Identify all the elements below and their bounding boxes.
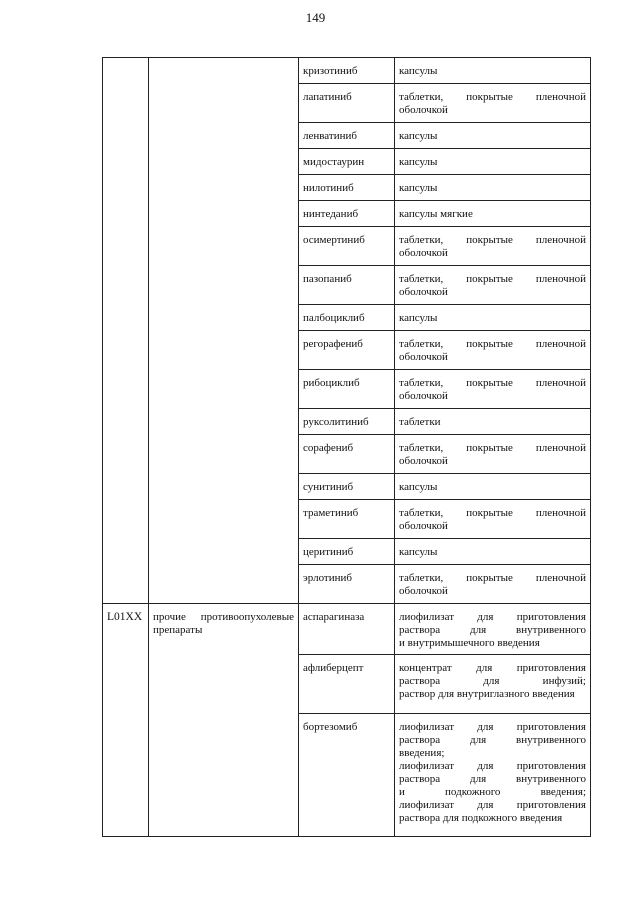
drug-name-cell: рибоциклиб (299, 370, 395, 409)
dosage-form-cell (395, 201, 591, 227)
dosage-form-line: капсулы (399, 546, 438, 558)
drug-name-cell: аспарагиназа (299, 604, 395, 655)
dosage-form-cell (395, 149, 591, 175)
drug-name-cell: сунитиниб (299, 474, 395, 500)
dosage-form-line: введения; (399, 747, 445, 759)
drug-name-cell: осимертиниб (299, 227, 395, 266)
dosage-form-line: концентрат для приготовления (399, 662, 586, 674)
drug-name-cell: пазопаниб (299, 266, 395, 305)
dosage-form-cell (395, 435, 591, 474)
dosage-form-line: оболочкой (399, 390, 448, 402)
dosage-form-line: таблетки, покрытые пленочной (399, 507, 586, 519)
drug-name-cell: мидостаурин (299, 149, 395, 175)
dosage-form-cell (395, 474, 591, 500)
dosage-form-cell (395, 266, 591, 305)
dosage-form-line: капсулы (399, 65, 438, 77)
dosage-form-line: таблетки, покрытые пленочной (399, 234, 586, 246)
dosage-form-cell (395, 370, 591, 409)
drug-name-cell: руксолитиниб (299, 409, 395, 435)
group-name-cell (149, 58, 299, 604)
drug-name-cell: церитиниб (299, 539, 395, 565)
dosage-form-cell (395, 604, 591, 655)
dosage-form-line: таблетки (399, 416, 441, 428)
drug-name-cell: лапатиниб (299, 84, 395, 123)
drug-name-cell: траметиниб (299, 500, 395, 539)
dosage-form-line: раствора для подкожного введения (399, 812, 563, 824)
dosage-form-line: оболочкой (399, 585, 448, 597)
group-name-cell (149, 604, 299, 837)
dosage-form-line: лиофилизат для приготовления (399, 799, 586, 811)
dosage-form-cell (395, 409, 591, 435)
dosage-form-cell (395, 539, 591, 565)
dosage-form-line: капсулы (399, 182, 438, 194)
dosage-form-line: лиофилизат для приготовления (399, 611, 586, 623)
dosage-form-line: капсулы (399, 156, 438, 168)
dosage-form-line: раствор для внутриглазного введения (399, 688, 575, 700)
drug-name-cell: бортезомиб (299, 714, 395, 837)
drug-name-cell: ленватиниб (299, 123, 395, 149)
dosage-form-line: капсулы (399, 481, 438, 493)
drug-name-cell: афлиберцепт (299, 655, 395, 714)
drug-name-cell: регорафениб (299, 331, 395, 370)
group-name: прочие противоопухолевые препараты (153, 611, 294, 636)
dosage-form-line: раствора для внутривенного (399, 773, 586, 785)
dosage-form-cell (395, 58, 591, 84)
dosage-form-line: таблетки, покрытые пленочной (399, 442, 586, 454)
dosage-form-line: таблетки, покрытые пленочной (399, 572, 586, 584)
dosage-form-line: оболочкой (399, 247, 448, 259)
dosage-form-line: и подкожного введения; (399, 786, 586, 798)
dosage-form-line: таблетки, покрытые пленочной (399, 338, 586, 350)
dosage-form-cell (395, 123, 591, 149)
dosage-form-line: оболочкой (399, 520, 448, 532)
dosage-form-cell (395, 227, 591, 266)
drug-table (102, 57, 591, 837)
dosage-form-cell (395, 175, 591, 201)
drug-name-cell: эрлотиниб (299, 565, 395, 604)
dosage-form-line: оболочкой (399, 455, 448, 467)
dosage-form-line: раствора для внутривенного (399, 734, 586, 746)
drug-name-cell: сорафениб (299, 435, 395, 474)
dosage-form-line: лиофилизат для приготовления (399, 721, 586, 733)
atc-code-cell (103, 58, 149, 604)
dosage-form-cell (395, 565, 591, 604)
table-row (103, 604, 591, 655)
dosage-form-cell (395, 655, 591, 714)
dosage-form-line: и внутримышечного введения (399, 637, 540, 649)
dosage-form-line: капсулы (399, 130, 438, 142)
dosage-form-cell (395, 84, 591, 123)
dosage-form-line: оболочкой (399, 104, 448, 116)
dosage-form-line: оболочкой (399, 286, 448, 298)
dosage-form-line: капсулы (399, 312, 438, 324)
dosage-form-cell (395, 714, 591, 837)
dosage-form-line: капсулы мягкие (399, 208, 473, 220)
drug-name-cell: нинтеданиб (299, 201, 395, 227)
drug-name-cell: кризотиниб (299, 58, 395, 84)
page-number: 149 (305, 10, 326, 25)
dosage-form-line: раствора для инфузий; (399, 675, 586, 687)
drug-name-cell: нилотиниб (299, 175, 395, 201)
dosage-form-line: таблетки, покрытые пленочной (399, 377, 586, 389)
dosage-form-line: таблетки, покрытые пленочной (399, 91, 586, 103)
dosage-form-line: таблетки, покрытые пленочной (399, 273, 586, 285)
dosage-form-cell (395, 500, 591, 539)
drug-name-cell: палбоциклиб (299, 305, 395, 331)
dosage-form-line: раствора для внутривенного (399, 624, 586, 636)
dosage-form-cell (395, 305, 591, 331)
dosage-form-line: лиофилизат для приготовления (399, 760, 586, 772)
dosage-form-line: оболочкой (399, 351, 448, 363)
table-row (103, 58, 591, 84)
atc-code-cell: L01XX (103, 604, 149, 837)
dosage-form-cell (395, 331, 591, 370)
